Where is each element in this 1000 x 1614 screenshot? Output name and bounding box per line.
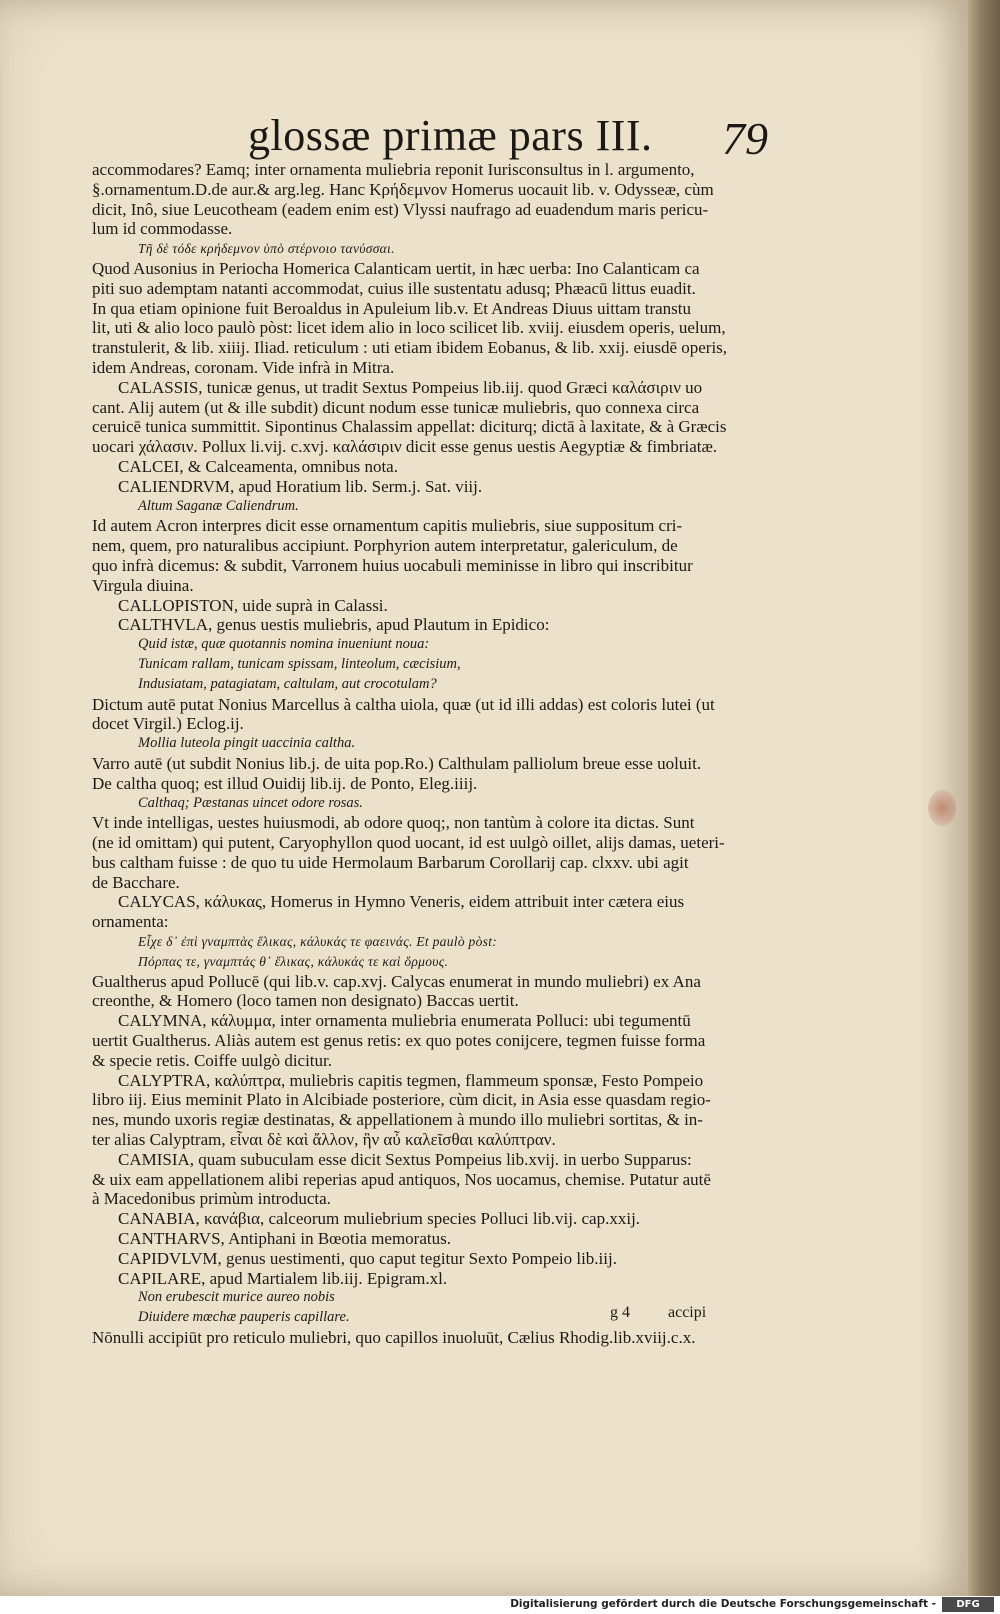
running-title: glossæ primæ pars III.	[248, 111, 653, 160]
text-line: Non erubescit murice aureo nobis	[138, 1289, 335, 1306]
text-line: & specie retis. Coiffe uulgò dicitur.	[92, 1050, 333, 1070]
text-line: de Bacchare.	[92, 872, 180, 892]
text-line: (ne id omittam) qui putent, Caryophyllon quod uocant, id est uulgò oillet, alijs damas, ueteri-	[92, 833, 725, 853]
text-line: Τῆ δὲ τόδε κρήδεμνον ὑπὸ στέρνοιο τανύσσαι.	[138, 241, 395, 257]
text-line: bus caltham fuisse : de quo tu uide Hermolaum Barbarum Corollarij cap. clxxv. ubi agit	[92, 852, 689, 872]
text-line: cant. Alij autem (ut & ille subdit) dicunt nodum esse tunicæ muliebris, quo connexa circa	[92, 397, 700, 417]
text-line: Dictum autē putat Nonius Marcellus à caltha uiola, quæ (ut id illi addas) est coloris lutei (ut	[92, 694, 715, 714]
text-line: CALYPTRA, καλύπτρα, muliebris capitis tegmen, flammeum sponsæ, Festo Pompeio	[118, 1070, 704, 1090]
text-line: CANABIA, κανάβια, calceorum muliebrium species Polluci lib.vij. cap.xxij.	[118, 1209, 641, 1229]
footer-credit: Digitalisierung gefördert durch die Deutsche Forschungsgemeinschaft -	[510, 1598, 936, 1610]
text-line: CALCEI, & Calceamenta, omnibus nota.	[118, 456, 398, 476]
text-line: CALYCAS, κάλυκας, Homerus in Hymno Veneris, eidem attribuit inter cætera eius	[118, 892, 685, 912]
footer-bar	[0, 1596, 1000, 1614]
text-line: §.ornamentum.D.de aur.& arg.leg. Hanc Κρήδεμνον Homerus uocauit lib. v. Odysseæ, cùm	[92, 179, 714, 199]
text-line: creonthe, & Homero (loco tamen non designato) Baccas uertit.	[92, 991, 519, 1011]
text-line: CALTHVLA, genus uestis muliebris, apud Plautum in Epidico:	[118, 615, 550, 635]
text-line: CAPIDVLVM, genus uestimenti, quo caput tegitur Sexto Pompeio lib.iij.	[118, 1248, 617, 1268]
text-line: Gualtherus apud Pollucē (qui lib.v. cap.xvj. Calycas enumerat in mundo muliebri) ex Ana	[92, 971, 701, 991]
text-line: transtulerit, & lib. xiiij. Iliad. reticulum : uti etiam ibidem Eobanus, & lib. xxij. eiusdē operis,	[92, 338, 728, 358]
text-line: Εἶχε δ᾽ ἐπὶ γναμπτὰς ἕλικας, κάλυκάς τε φαεινάς. Et paulò pòst:	[138, 934, 498, 950]
text-line: docet Virgil.) Eclog.ij.	[92, 714, 244, 734]
text-line: nes, mundo uxoris regiæ destinatas, & appellationem à mundo illo muliebri sortitas, & in-	[92, 1110, 703, 1130]
text-line: Quod Ausonius in Periocha Homerica Calanticam uertit, in hæc uerba: Ino Calanticam ca	[92, 258, 700, 278]
text-line: à Macedonibus primùm introducta.	[92, 1189, 331, 1209]
text-line: lit, uti & alio loco paulò pòst: licet idem alio in loco scilicet lib. xviij. eiusdem operis, uelum,	[92, 318, 726, 338]
catchword: accipi	[668, 1304, 707, 1321]
dfg-logo: DFG	[942, 1597, 994, 1612]
text-line: CANTHARVS, Antiphani in Bœotia memoratus.	[118, 1229, 451, 1249]
text-line: Id autem Acron interpres dicit esse ornamentum capitis muliebris, siue suppositum cri-	[92, 516, 683, 536]
text-line: Πόρπας τε, γναμπτάς θ᾽ ἕλικας, κάλυκάς τε καὶ ὅρμους.	[138, 953, 449, 969]
text-line: uertit Gualtherus. Aliàs autem est genus retis: ex quo potes conijcere, tegmen fuisse forma	[92, 1031, 706, 1051]
text-line: Varro autē (ut subdit Nonius lib.j. de uita pop.Ro.) Calthulam palliolum breue esse uoluit.	[92, 753, 702, 773]
text-line: ornamenta:	[92, 912, 169, 932]
text-line: lum id commodasse.	[92, 219, 233, 239]
text-line: Tunicam rallam, tunicam spissam, linteolum, cæcisium,	[138, 655, 461, 672]
text-line: CALLOPISTON, uide suprà in Calassi.	[118, 595, 388, 615]
text-line: CALIENDRVM, apud Horatium lib. Serm.j. Sat. viij.	[118, 476, 483, 496]
text-line: In qua etiam opinione fuit Beroaldus in Apuleium lib.v. Et Andreas Diuus uittam transtu	[92, 298, 692, 318]
text-line: & uix eam appellationem alibi reperias apud antiquos, Nos uocamus, chemise. Putatur autē	[92, 1169, 711, 1189]
text-line: Virgula diuina.	[92, 575, 194, 595]
folio-number: 79	[722, 113, 768, 164]
text-line: accommodares? Eamq; inter ornamenta muliebria reponit Iurisconsultus in l. argumento,	[92, 160, 695, 179]
text-line: ceruicē tunica summittit. Sipontinus Chalassim appellat: diciturq; dictā à laxitate, & à Græcis	[92, 417, 727, 437]
text-line: piti suo ademptam natanti accommodat, cuius ille sustentatu adusq; Phæacū littus euadit.	[92, 278, 696, 298]
text-line: nem, quem, pro naturalibus accipiunt. Porphyrion autem interpretatur, galericulum, de	[92, 536, 678, 556]
text-line: CALYMNA, κάλυμμα, inter ornamenta muliebria enumerata Polluci: ubi tegumentū	[118, 1011, 691, 1031]
text-line: quo infrà dicemus: & subdit, Varronem huius uocabuli meminisse in libro qui inscribitur	[92, 555, 693, 575]
body-text	[92, 160, 892, 1348]
text-line: Quid istæ, quæ quotannis nomina inueniunt noua:	[138, 636, 430, 653]
text-line: Nōnulli accipiūt pro reticulo muliebri, quo capillos inuoluūt, Cælius Rhodig.lib.xviij.c.x.	[92, 1328, 696, 1348]
text-line: CALASSIS, tunicæ genus, ut tradit Sextus Pompeius lib.iij. quod Græci καλάσιριν uo	[118, 377, 703, 397]
text-line: Mollia luteola pingit uaccinia caltha.	[138, 735, 356, 752]
text-line: CAMISIA, quam subuculam esse dicit Sextus Pompeius lib.xvij. in uerbo Supparus:	[118, 1149, 692, 1169]
text-line: Diuidere mœchæ pauperis capillare.	[138, 1309, 350, 1326]
text-line: CAPILARE, apud Martialem lib.iij. Epigram.xl.	[118, 1268, 448, 1288]
signature-line	[610, 1304, 706, 1322]
text-line: dicit, Inô, siue Leucotheam (eadem enim est) Vlyssi naufrago ad euadendum maris pericu-	[92, 199, 709, 219]
text-line: ter alias Calyptram, εἶναι δὲ καὶ ἄλλον, ἣν αὖ καλεῖσθαι καλύπτραν.	[92, 1130, 556, 1150]
text-line: uocari χάλασιν. Pollux li.vij. c.xvj. καλάσιριν dicit esse genus uestis Aegyptiæ & fimbriatæ.	[92, 437, 718, 457]
text-line: Altum Saganæ Caliendrum.	[138, 497, 299, 514]
text-line: Vt inde intelligas, uestes huiusmodi, ab odore quoq;, non tantùm à colore ita dictas. Sunt	[92, 813, 695, 833]
text-line: Indusiatam, patagiatam, caltulam, aut crocotulam?	[138, 675, 437, 692]
text-line: De caltha quoq; est illud Ouidij lib.ij. de Ponto, Eleg.iiij.	[92, 773, 478, 793]
page-header	[0, 102, 968, 162]
text-line: Calthaq; Pæstanas uincet odore rosas.	[138, 794, 363, 811]
book-edge	[968, 0, 1000, 1596]
signature-mark: g 4	[610, 1304, 630, 1321]
text-line: idem Andreas, coronam. Vide infrà in Mitra.	[92, 357, 395, 377]
paper-stain	[928, 790, 956, 826]
text-line: libro iij. Eius meminit Plato in Alcibiade posteriore, cùm dicit, in Asia esse quasdam regio-	[92, 1090, 711, 1110]
